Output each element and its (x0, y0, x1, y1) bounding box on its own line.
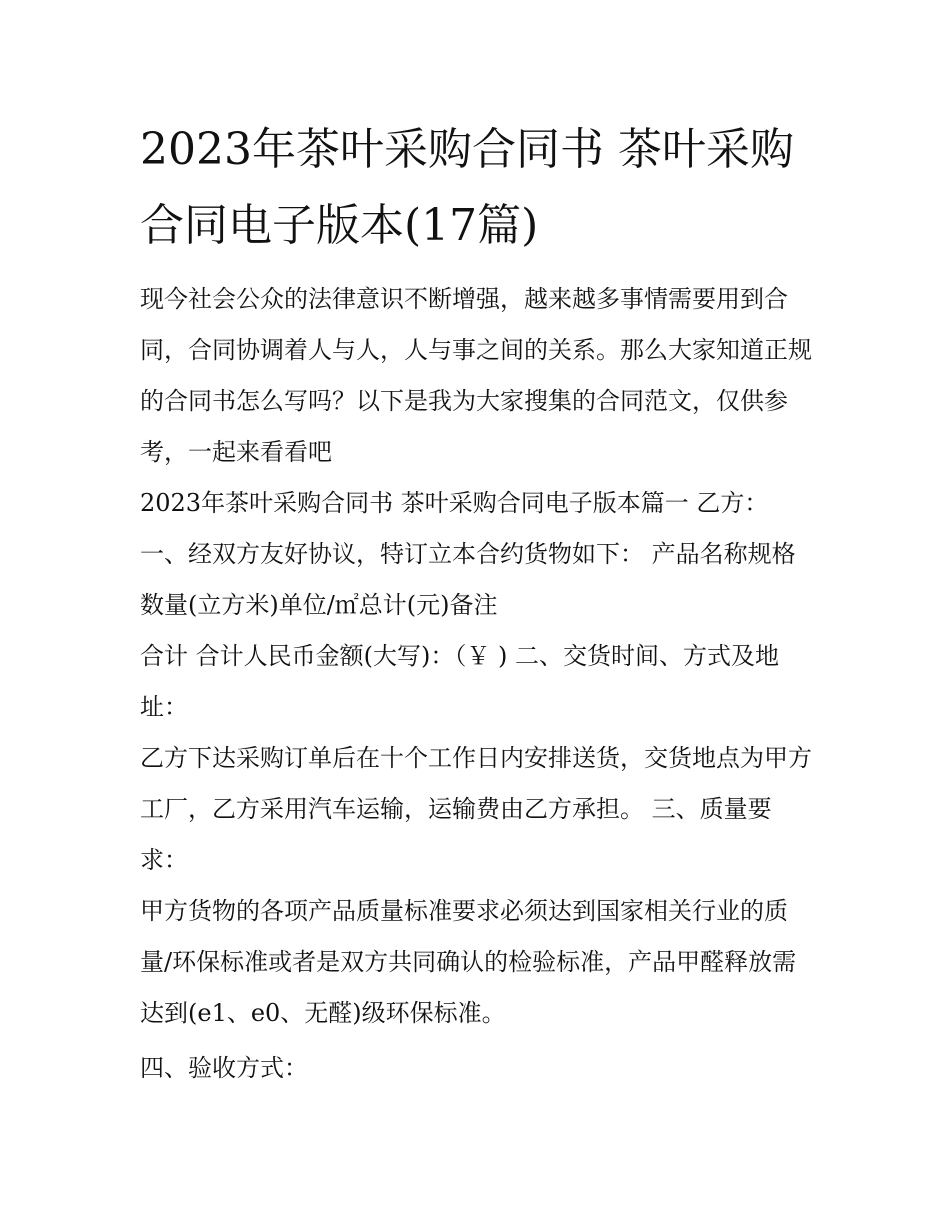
paragraph-delivery-terms: 乙方下达采购订单后在十个工作日内安排送货，交货地点为甲方工厂，乙方采用汽车运输，运输费由乙方承担。 三、质量要求： (140, 744, 812, 874)
document-content (140, 112, 814, 1094)
paragraph-acceptance: 四、验收方式： (140, 1054, 308, 1082)
paragraph-goods: 一、经双方友好协议，特订立本合约货物如下： 产品名称规格数量(立方米)单位/㎡总计(元)备注 (140, 540, 796, 619)
paragraph-total-delivery: 合计 合计人民币金额(大写)：（￥ ) 二、交货时间、方式及地址： (140, 642, 779, 721)
paragraph-intro: 现今社会公众的法律意识不断增强，越来越多事情需要用到合同，合同协调着人与人，人与事之间的关系。那么大家知道正规的合同书怎么写吗？以下是我为大家搜集的合同范文，仅供参考，一起来看看吧 (140, 285, 812, 466)
document-title: 2023年茶叶采购合同书 茶叶采购合同电子版本(17篇) (140, 124, 794, 251)
paragraph-section-heading: 2023年茶叶采购合同书 茶叶采购合同电子版本篇一 乙方： (140, 489, 769, 517)
paragraph-quality: 甲方货物的各项产品质量标准要求必须达到国家相关行业的质量/环保标准或者是双方共同确认的检验标准，产品甲醛释放需达到(e1、e0、无醛)级环保标准。 (140, 897, 797, 1027)
document-body (140, 274, 814, 1094)
